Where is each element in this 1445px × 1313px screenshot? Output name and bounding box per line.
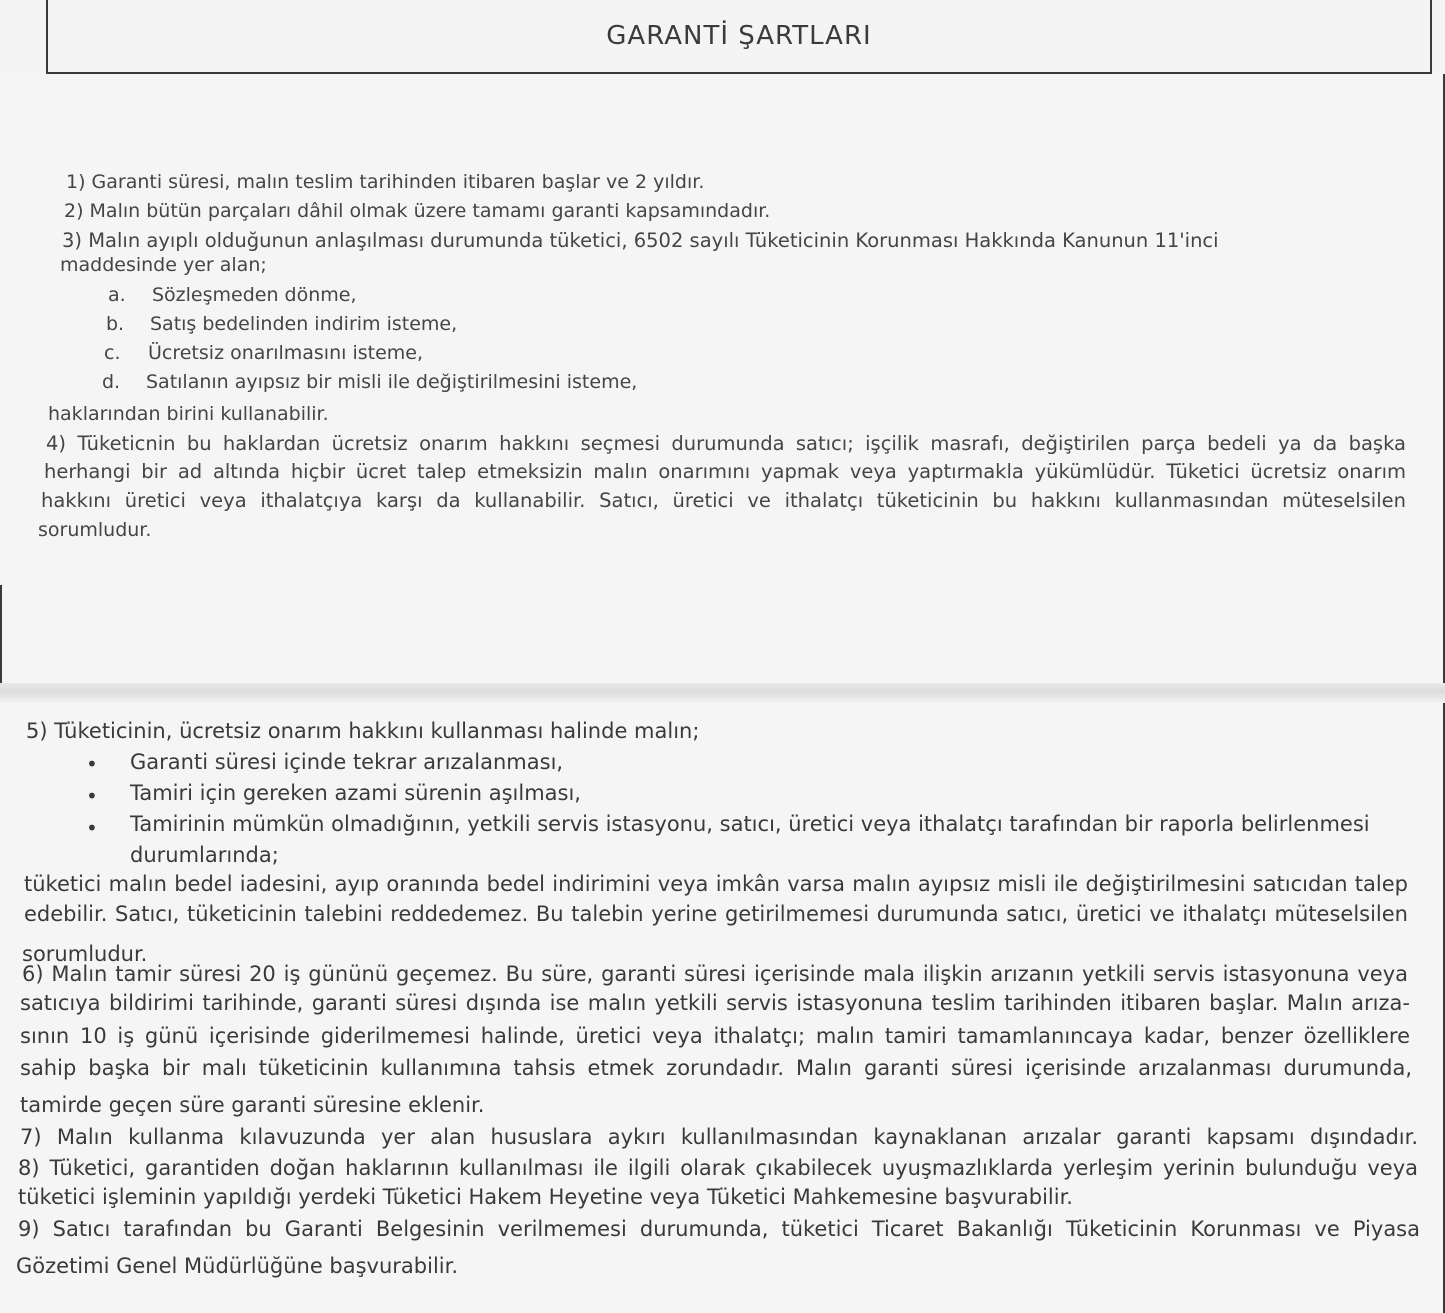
paper-fold — [0, 683, 1445, 703]
term-5-bullet-3: Tamirinin mümkün olmadığının, yetkili servis istasyonu, satıcı, üretici veya ithalatçı tarafından bir raporla belirlenmesi — [130, 812, 1370, 836]
term-5-bullet-1: Garanti süresi içinde tekrar arızalanması, — [130, 750, 564, 774]
term-8-line-1: 8) Tüketici, garantiden doğan haklarının kullanılması ile ilgili olarak çıkabilecek uyuşmazlıklarda yerleşim yerinin bulunduğu veya — [18, 1156, 1418, 1180]
term-4-line-1: 4) Tüketicnin bu haklardan ücretsiz onarım hakkını seçmesi durumunda satıcı; işçilik masrafı, değiştirilen parça bedeli ya da başka — [46, 432, 1406, 455]
title-box — [46, 0, 1432, 74]
term-5-after-line-2: edebilir. Satıcı, tüketicinin talebini reddedemez. Bu talebin yerine getirilmemesi durumunda satıcı, üretici ve ithalatçı müteselsilen — [24, 902, 1408, 926]
term-5-after-line-1: tüketici malın bedel iadesini, ayıp oranında bedel indirimini veya imkân varsa malın ayıpsız misli ile değiştirilmesini satıcıdan talep — [24, 872, 1408, 896]
option-b — [106, 313, 457, 335]
option-c — [104, 342, 423, 364]
bullet-dot: • — [86, 752, 98, 776]
option-a — [108, 284, 357, 306]
term-8-line-2: tüketici işleminin yapıldığı yerdeki Tüketici Hakem Heyetine veya Tüketici Mahkemesine başvurabilir. — [18, 1185, 1073, 1209]
term-1: 1) Garanti süresi, malın teslim tarihinden itibaren başlar ve 2 yıldır. — [66, 171, 705, 193]
term-4-line-4: sorumludur. — [38, 519, 152, 541]
option-marker: b. — [106, 313, 125, 335]
bullet-dot: • — [86, 816, 98, 840]
page-title: GARANTİ ŞARTLARI — [606, 21, 872, 51]
term-4-line-2: herhangi bir ad altında hiçbir ücret talep etmeksizin malın onarımını yapmak veya yaptırmakla yükümlüdür. Tüketici ücretsiz onarım — [44, 460, 1406, 483]
option-text: Ücretsiz onarılmasını isteme, — [148, 342, 423, 364]
term-6-line-2: satıcıya bildirimi tarihinde, garanti süresi dışında ise malın yetkili servis istasyonuna teslim tarihinden itibaren başlar. Malın arıza- — [20, 991, 1410, 1015]
term-7: 7) Malın kullanma kılavuzunda yer alan hususlara aykırı kullanılmasından kaynaklanan arızalar garanti kapsamı dışındadır. — [20, 1125, 1418, 1149]
term-9-line-2: Gözetimi Genel Müdürlüğüne başvurabilir. — [16, 1254, 459, 1278]
option-d — [102, 371, 637, 393]
term-4-line-3: hakkını üretici veya ithalatçıya karşı da kullanabilir. Satıcı, üretici ve ithalatçı tüketicinin bu hakkını kullanmasından müteselsilen — [41, 489, 1406, 512]
term-5-bullet-3-cont: durumlarında; — [130, 843, 279, 867]
term-6-line-5: tamirde geçen süre garanti süresine eklenir. — [20, 1093, 485, 1117]
option-marker: c. — [104, 342, 121, 364]
bullet-dot: • — [86, 784, 98, 808]
term-5-after-line-3: sorumludur. — [22, 942, 148, 966]
term-6-line-1: 6) Malın tamir süresi 20 iş gününü geçemez. Bu süre, garanti süresi içerisinde mala ilişkin arızanın yetkili servis istasyonuna veya — [22, 962, 1408, 986]
term-6-line-3: sının 10 iş günü içerisinde giderilmemesi halinde, üretici veya ithalatçı; malın tamiri tamamlanıncaya kadar, benzer özelliklere — [20, 1024, 1410, 1048]
term-5-intro: 5) Tüketicinin, ücretsiz onarım hakkını kullanması halinde malın; — [26, 719, 700, 743]
option-text: Satılanın ayıpsız bir misli ile değiştirilmesini isteme, — [146, 371, 638, 393]
term-9-line-1: 9) Satıcı tarafından bu Garanti Belgesinin verilmemesi durumunda, tüketici Ticaret Bakanlığı Tüketicinin Korunması ve Piyasa — [18, 1217, 1420, 1241]
panel-left-edge — [0, 585, 2, 685]
term-3-after: haklarından birini kullanabilir. — [48, 403, 329, 425]
term-3-line-1: 3) Malın ayıplı olduğunun anlaşılması durumunda tüketici, 6502 sayılı Tüketicinin Korunması Hakkında Kanunun 11'inci — [62, 229, 1219, 252]
option-text: Satış bedelinden indirim isteme, — [150, 313, 458, 335]
option-marker: d. — [102, 371, 121, 393]
term-5-bullet-2: Tamiri için gereken azami sürenin aşılması, — [130, 781, 581, 805]
term-3-line-2: maddesinde yer alan; — [60, 254, 267, 276]
option-marker: a. — [108, 284, 126, 306]
term-6-line-4: sahip başka bir malı tüketicinin kullanımına tahsis etmek zorundadır. Malın garanti süresi içerisinde arızalanması durumunda, — [20, 1056, 1412, 1080]
term-2: 2) Malın bütün parçaları dâhil olmak üzere tamamı garanti kapsamındadır. — [64, 200, 771, 222]
option-text: Sözleşmeden dönme, — [152, 284, 357, 306]
